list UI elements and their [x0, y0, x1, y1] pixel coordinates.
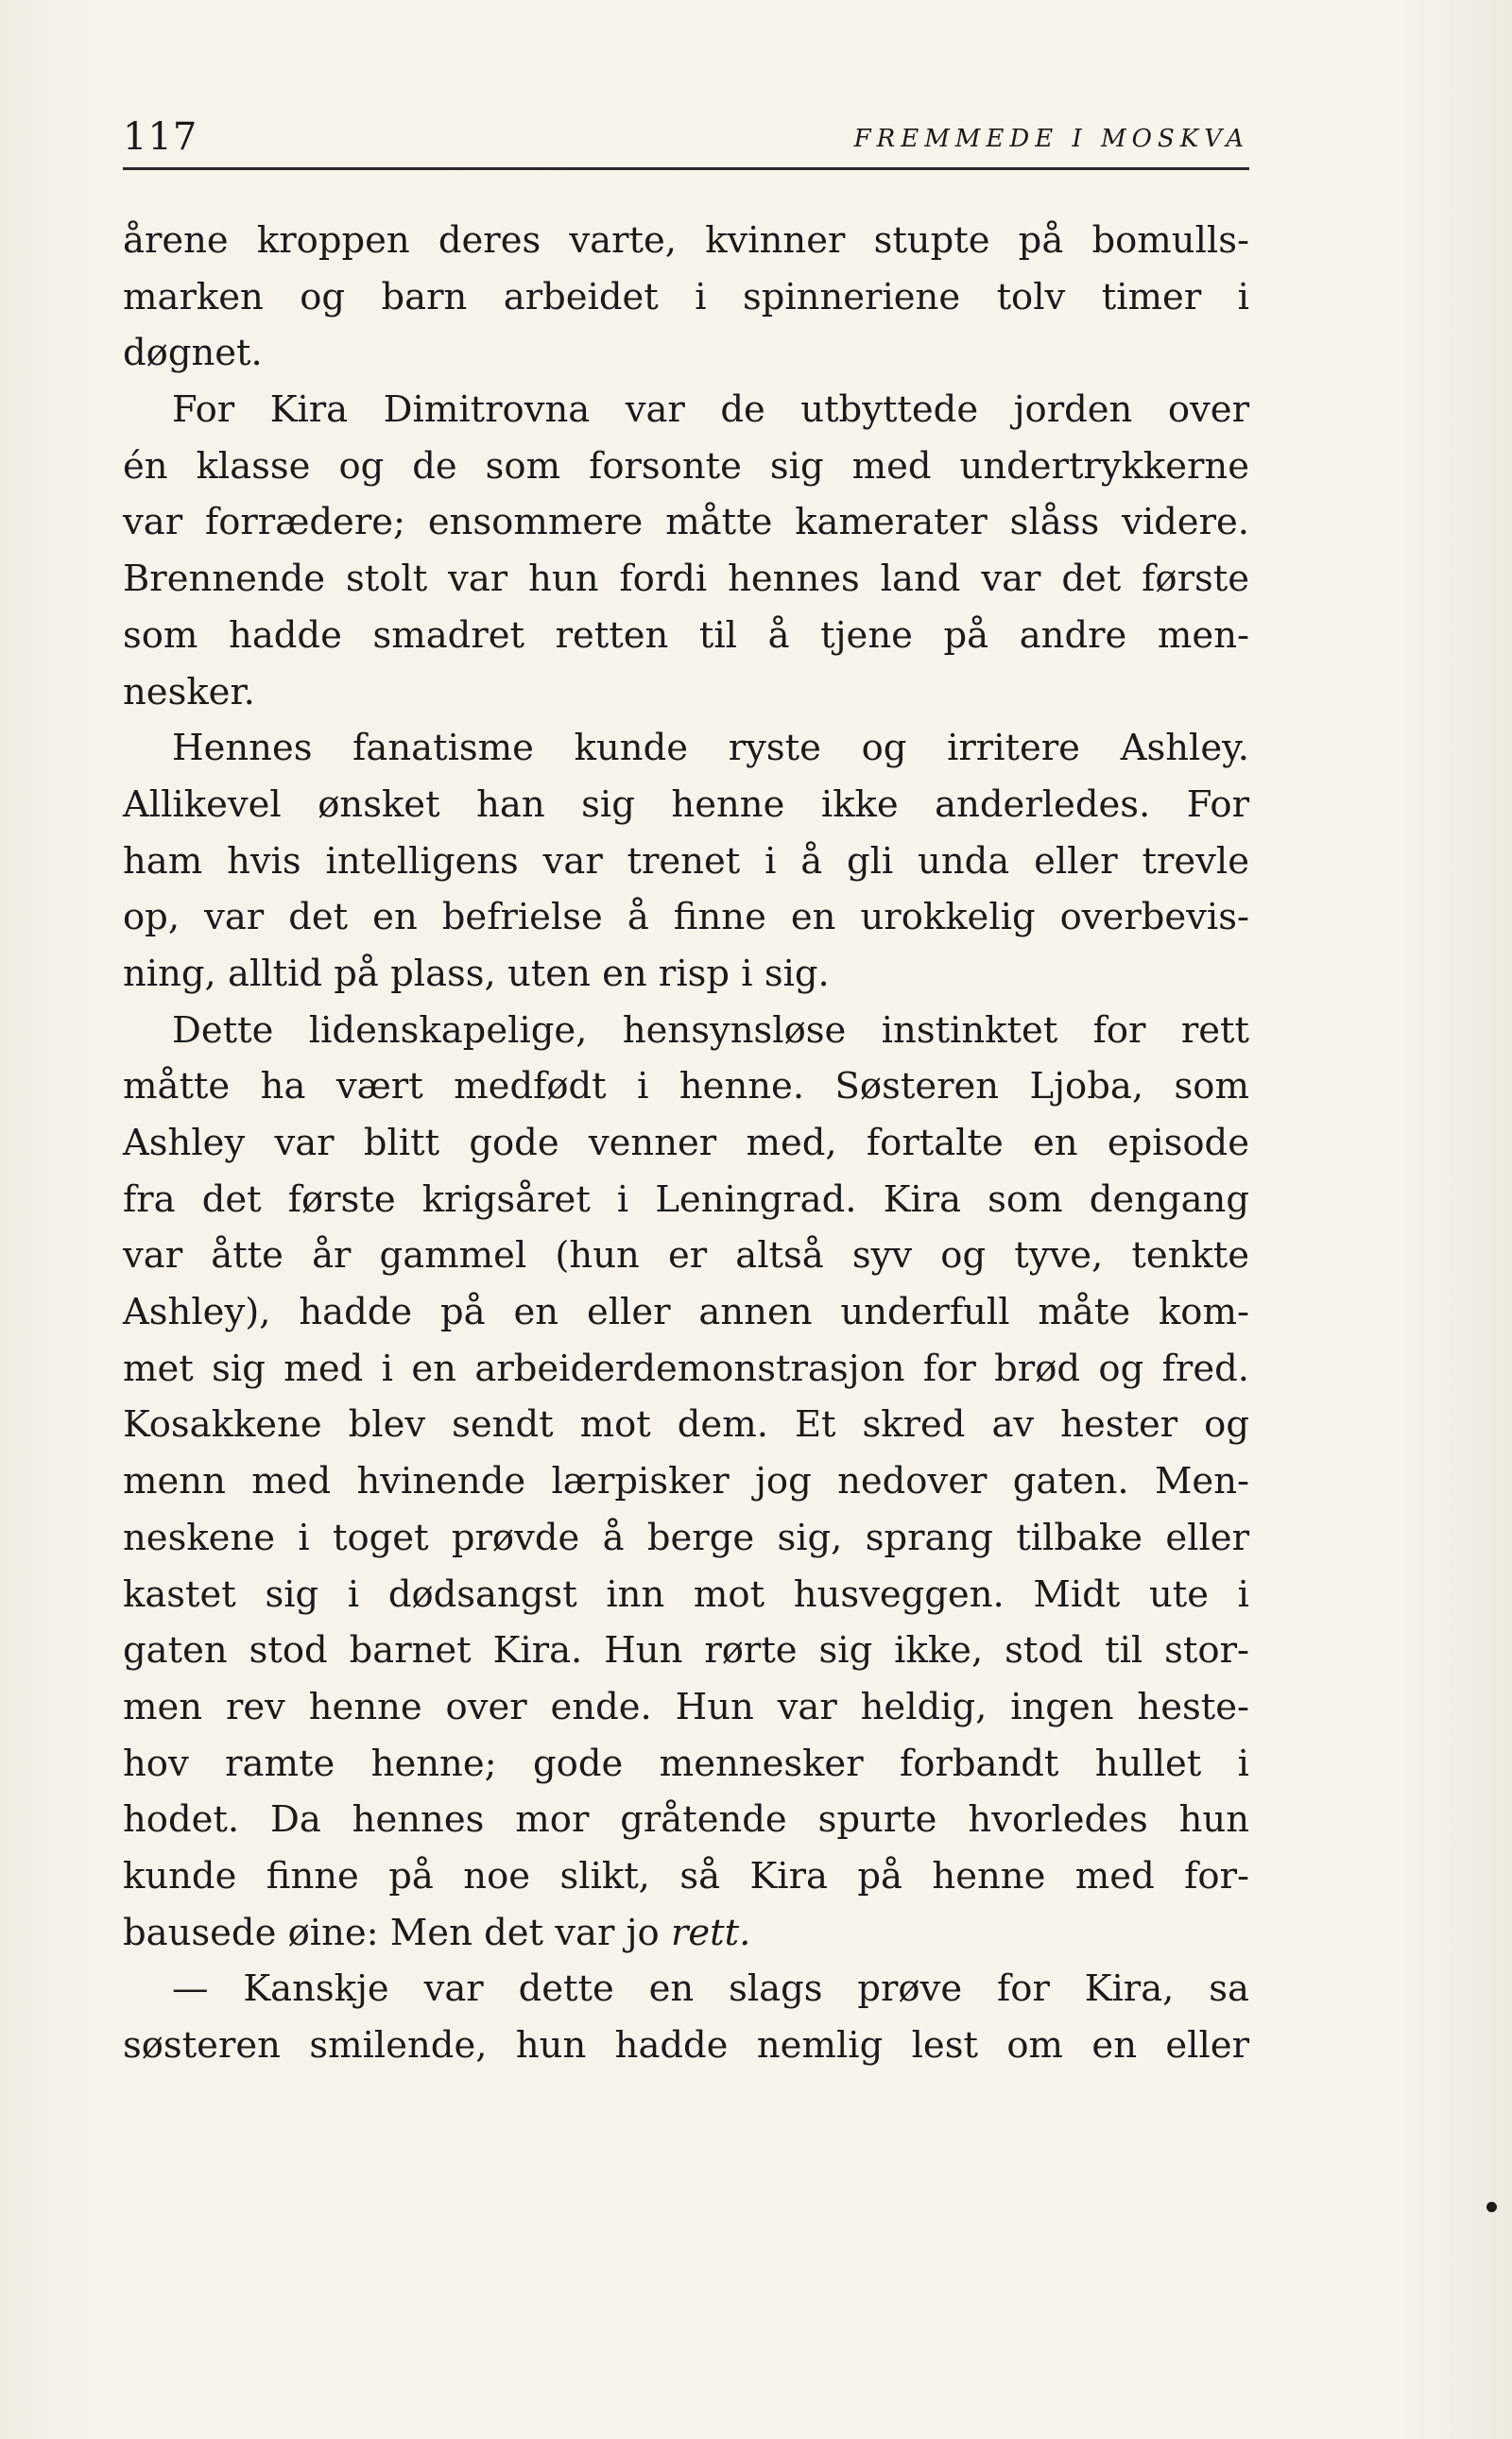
- text-line: døgnet.: [123, 332, 263, 375]
- running-head: [123, 112, 1249, 164]
- text-line: nesker.: [123, 670, 255, 713]
- text-line-start: bausede øine: Men det var jo: [123, 1911, 660, 1954]
- emphasized-word: rett.: [670, 1911, 751, 1954]
- text-line: menn med hvinende lærpisker jog nedover gaten. Men-: [123, 1460, 1249, 1503]
- text-line: måtte ha vært medfødt i henne. Søsteren Ljoba, som: [123, 1065, 1249, 1108]
- text-line: hodet. Da hennes mor gråtende spurte hvorledes hun: [123, 1798, 1249, 1842]
- text-line: op, var det en befrielse å finne en urokkelig overbevis-: [123, 896, 1249, 939]
- text-line: én klasse og de som forsonte sig med undertrykkerne: [123, 444, 1249, 488]
- text-line: gaten stod barnet Kira. Hun rørte sig ikke, stod til stor-: [123, 1629, 1249, 1673]
- text-line: men rev henne over ende. Hun var heldig, ingen heste-: [123, 1685, 1249, 1728]
- text-line: met sig med i en arbeiderdemonstrasjon for brød og fred.: [123, 1347, 1249, 1390]
- page-number: 117: [123, 115, 198, 159]
- text-line: var forrædere; ensommere måtte kamerater slåss videre.: [123, 501, 1249, 544]
- text-line: For Kira Dimitrovna var de utbyttede jorden over: [172, 388, 1249, 432]
- text-line: Hennes fanatisme kunde ryste og irritere Ashley.: [172, 727, 1249, 770]
- text-line: Brennende stolt var hun fordi hennes land var det første: [123, 558, 1249, 601]
- body-text: [123, 213, 1249, 2074]
- text-line: årene kroppen deres varte, kvinner stupte på bomulls-: [123, 219, 1249, 262]
- text-line: marken og barn arbeidet i spinneriene tolv timer i: [123, 275, 1249, 318]
- text-line: ning, alltid på plass, uten en risp i sig.: [123, 952, 830, 995]
- text-line: var åtte år gammel (hun er altså syv og tyve, tenkte: [123, 1234, 1249, 1278]
- ink-speck: [1486, 2202, 1497, 2212]
- text-line: neskene i toget prøvde å berge sig, sprang tilbake eller: [123, 1516, 1249, 1559]
- running-title: FREMMEDE I MOSKVA: [853, 125, 1249, 153]
- text-line: kunde finne på noe slikt, så Kira på henne med for-: [123, 1854, 1249, 1898]
- text-line: Dette lidenskapelige, hensynsløse instinktet for rett: [172, 1008, 1249, 1052]
- text-line: ham hvis intelligens var trenet i å gli unda eller trevle: [123, 839, 1249, 883]
- header-rule: [123, 167, 1249, 170]
- text-line: kastet sig i dødsangst inn mot husveggen. Midt ute i: [123, 1572, 1249, 1616]
- text-line: [123, 1905, 1249, 1962]
- text-line: fra det første krigsåret i Leningrad. Kira som dengang: [123, 1177, 1249, 1221]
- text-line: Ashley var blitt gode venner med, fortalte en episode: [123, 1122, 1249, 1164]
- text-line: hov ramte henne; gode mennesker forbandt hullet i: [123, 1742, 1249, 1785]
- text-line: Kosakkene blev sendt mot dem. Et skred av hester og: [123, 1403, 1249, 1447]
- text-line: som hadde smadret retten til å tjene på andre men-: [123, 613, 1249, 657]
- text-line: Allikevel ønsket han sig henne ikke anderledes. For: [123, 782, 1249, 826]
- text-line: Ashley), hadde på en eller annen underfull måte kom-: [123, 1291, 1249, 1334]
- text-line: — Kanskje var dette en slags prøve for Kira, sa: [172, 1967, 1249, 2011]
- text-line: søsteren smilende, hun hadde nemlig lest om en eller: [123, 2024, 1249, 2067]
